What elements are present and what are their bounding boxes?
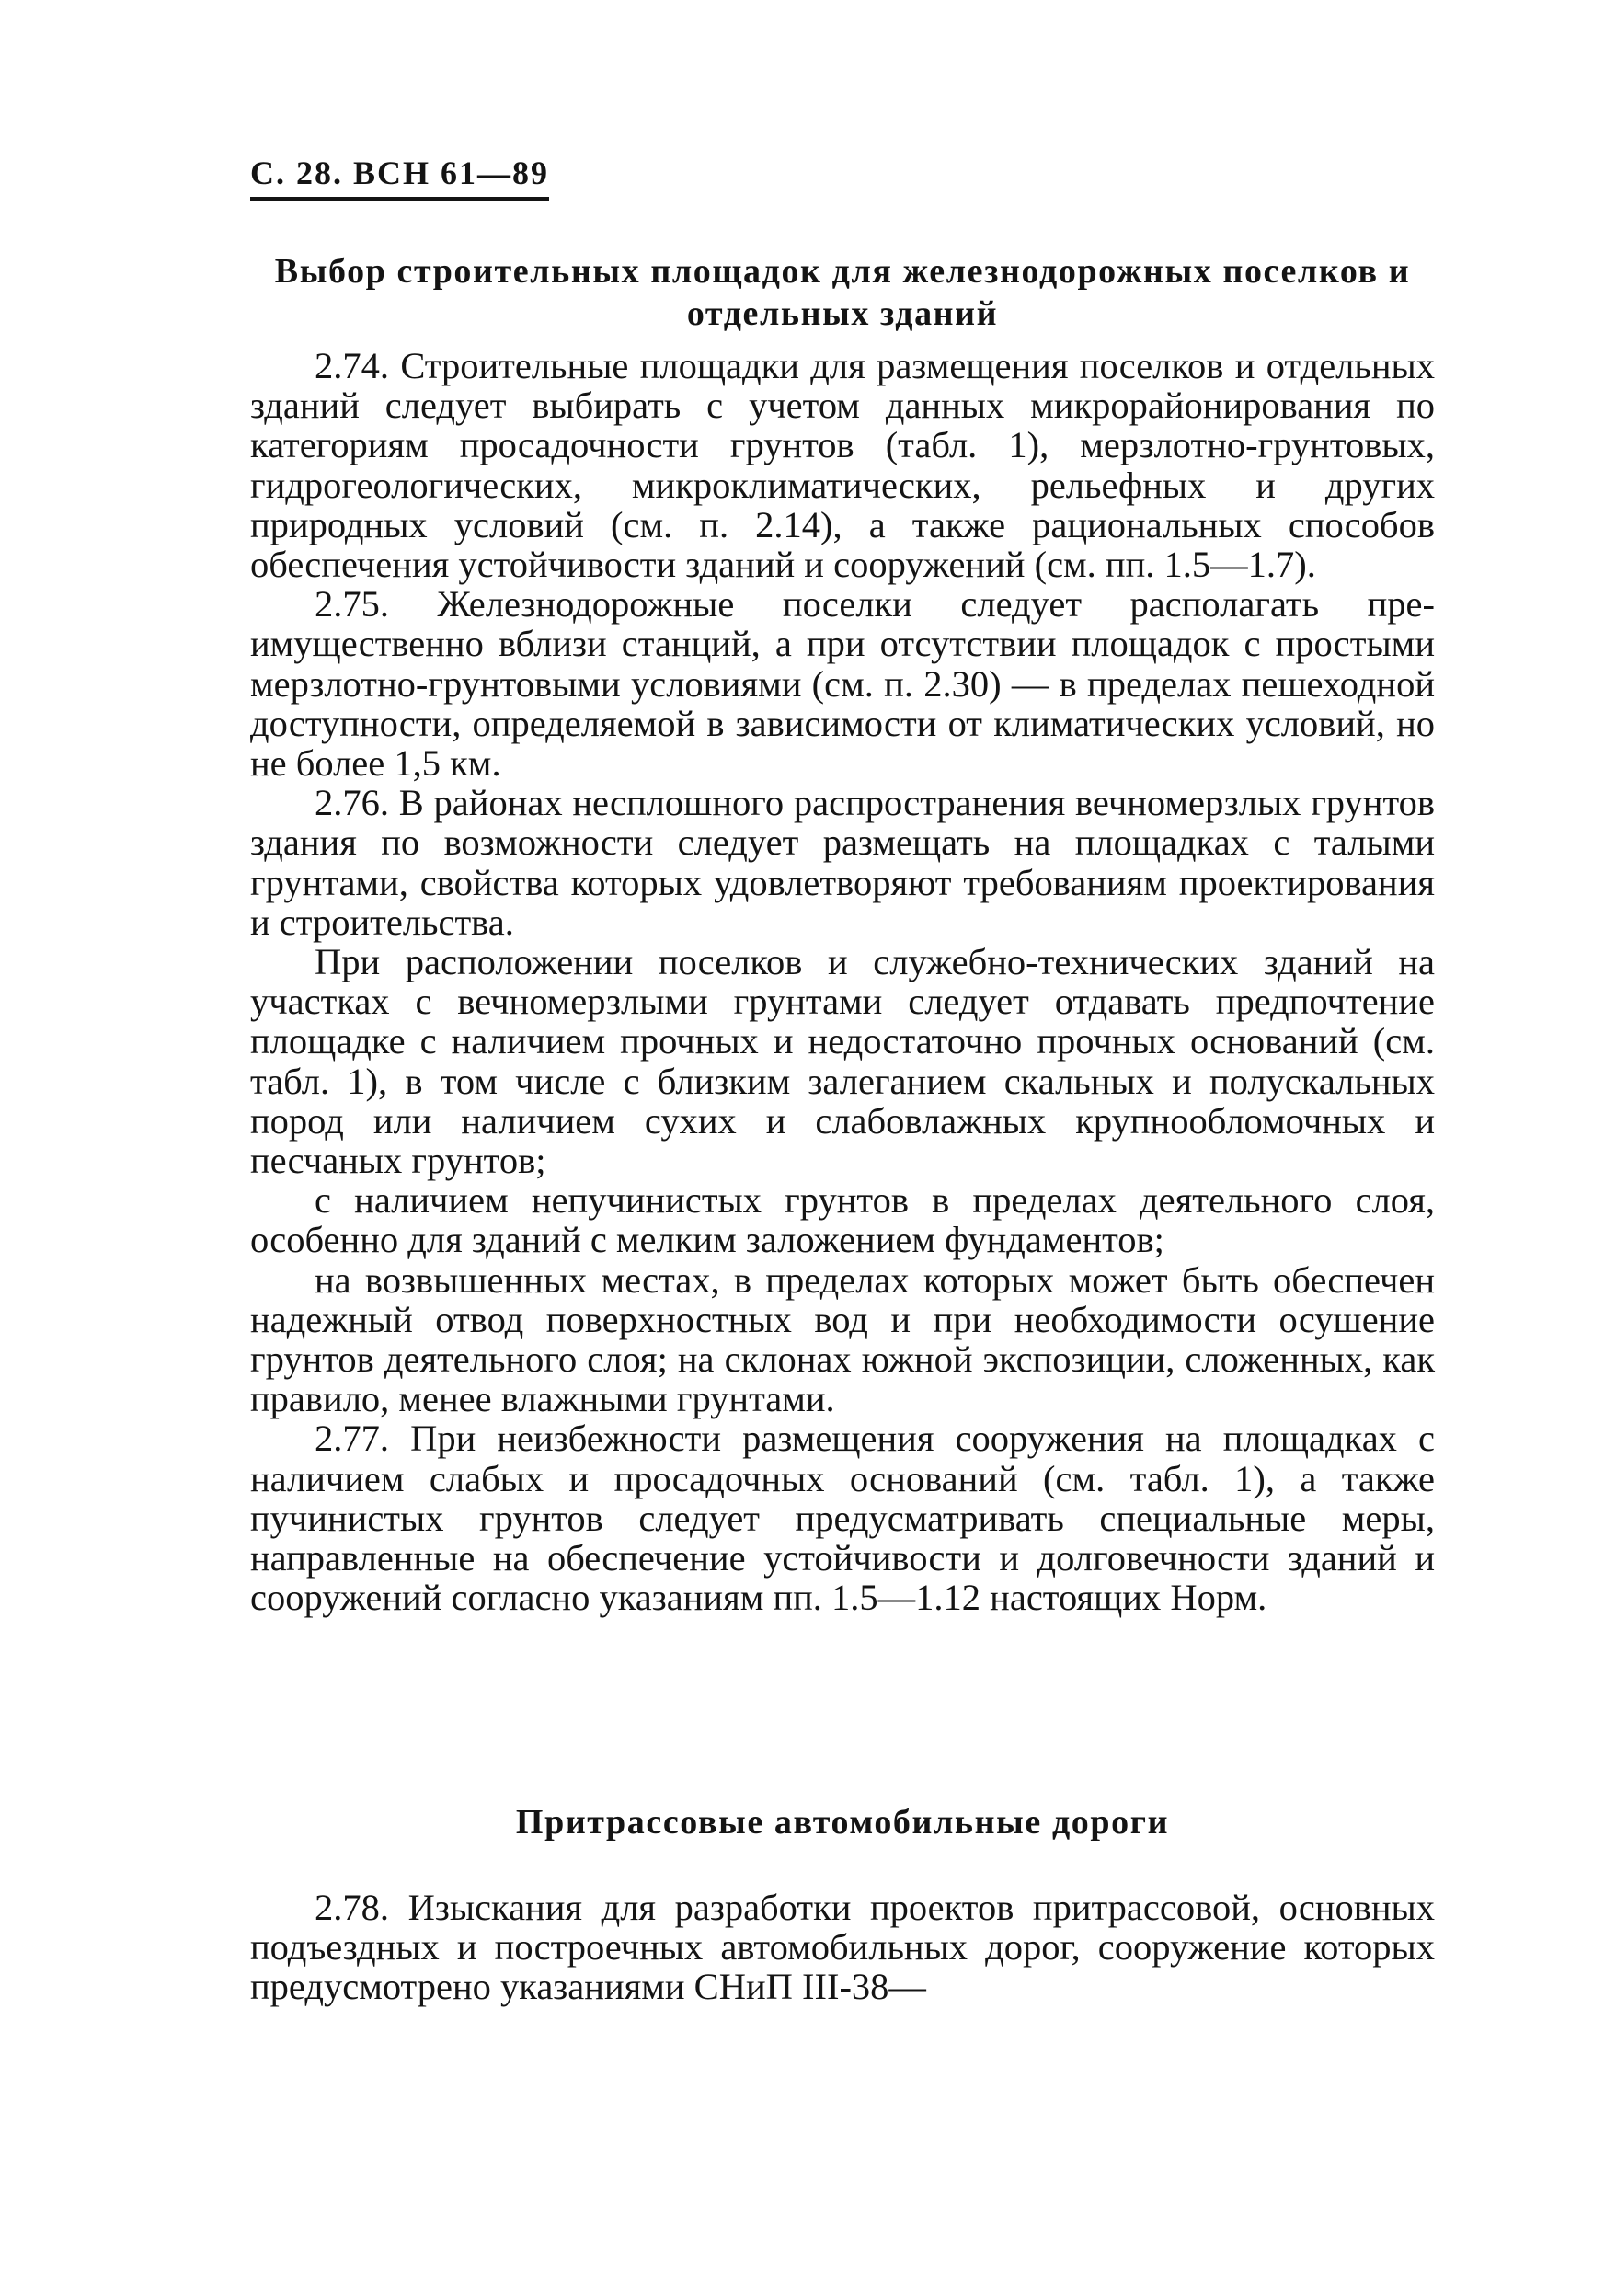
paragraph-2-76: 2.76. В районах несплошного распространения вечномерзлых грунтов здания по возможности следует размещать на площадках с талыми грунтами, свойства которых удовлетворяют требованиям проектирования и строительства. xyxy=(250,782,1435,943)
paragraph-2-78: 2.78. Изыскания для разработки проектов притрассовой, основных подъездных и построечных автомобильных дорог, сооружение которых предусмотрено указаниями СНиП III-38— xyxy=(250,1887,1435,2008)
running-header: С. 28. ВСН 61—89 xyxy=(250,155,549,201)
paragraph-2-75: 2.75. Железнодорожные поселки следует располагать преимущественно вблизи станций, а при отсутствии площадок с простыми мерзлотно-грунтовыми условиями (см. п. 2.30) — в пределах пешеходной доступности, определяемой в зависимости от климатических условий, но не более 1,5 км. xyxy=(250,583,1435,785)
section-body-roads xyxy=(250,1888,1435,2007)
section-title-roads: Притрассовые автомобильные дороги xyxy=(515,1803,1170,1842)
paragraph-2-74: 2.74. Строительные площадки для размещения поселков и отдельных зданий следует выбирать с учетом данных микрорайонирования по категориям просадочности грунтов (табл. 1), мерзлотно-грунтовых, гидрогеологических, микроклиматических, рельефных и других природных условий (см. п. 2.14), а также рациональных способов обеспечения устойчивости зданий и сооружений (см. пп. 1.5—1.7). xyxy=(250,345,1435,586)
paragraph-2-76-elevated: на возвышенных местах, в пределах которых может быть обеспечен надежный отвод поверхностных вод и при необходимости осушение грунтов деятельного слоя; на склонах южной экспозиции, сложенных, как правило, менее влажными грунтами. xyxy=(250,1258,1435,1420)
section-title-site-selection: Выбор строительных площадок для железнодорожных поселков и отдельных зданий xyxy=(274,252,1411,333)
paragraph-2-76-non-heaving: с наличием непучинистых грунтов в пределах деятельного слоя, особенно для зданий с мелким заложением фундаментов; xyxy=(250,1179,1435,1261)
section-body-site-selection xyxy=(250,346,1435,1618)
paragraph-2-76-permafrost: При расположении поселков и служебно-технических зданий на участках с вечномерзлыми грунтами следует отдавать предпочтение площадке с наличием прочных и недостаточно прочных оснований (см. табл. 1), в том числе с близким залеганием скальных и полускальных пород или наличием сухих и слабовлажных крупнообломочных и песчаных грунтов; xyxy=(250,941,1435,1182)
paragraph-2-77: 2.77. При неизбежности размещения сооружения на площадках с наличием слабых и просадочных оснований (см. табл. 1), а также пучинистых грунтов следует предусматривать специальные меры, направленные на обеспечение устойчивости и долговечности зданий и сооружений согласно указаниям пп. 1.5—1.12 настоящих Норм. xyxy=(250,1418,1435,1619)
